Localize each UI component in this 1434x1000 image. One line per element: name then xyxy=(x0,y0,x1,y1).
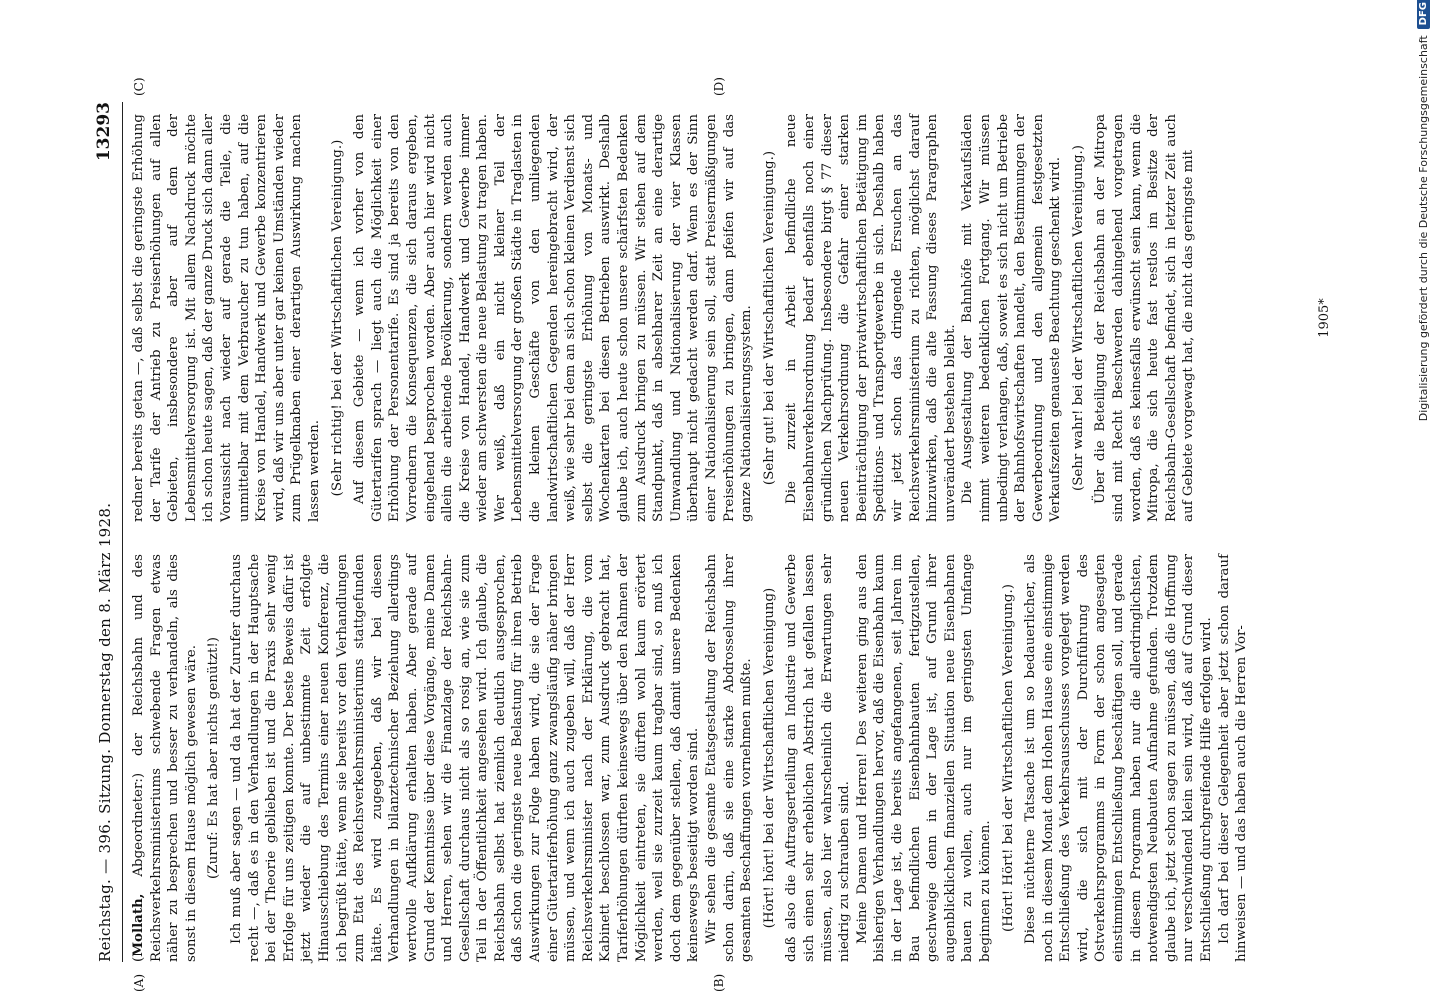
speech-paragraph: Die zurzeit in Arbeit befindliche neue Eisenbahnverkehrsordnung bedarf ebenfalls noch einer gründlichen Nachprüfung. Insbesondere birgt § 77 dieser neuen Verkehrsordnung die Gefahr einer starken Beeinträchtigung der privatwirtschaftlichen Betätigung im Speditions- und Transportgewerbe in sich. Deshalb haben wir jetzt schon das dringende Ersuchen an das Reichsverkehrsministerium zu richten, möglichst darauf hinzuwirken, daß die alte Fassung dieses Paragraphen unverändert bestehen bleibt. xyxy=(784,114,958,522)
interjection: (Sehr richtig! bei der Wirtschaftlichen Vereinigung.) xyxy=(329,139,345,497)
speech-paragraph: (Mollath, Abgeordneter:) der Reichsbahn und des Reichsverkehrsministeriums schwebende Fragen etwas näher zu besprechen und besser zu verhandeln, als dies sonst in diesem Hause möglich gewesen wäre. xyxy=(130,553,199,962)
margin-marker-d: (D) xyxy=(712,77,726,96)
signature-code: 1905* xyxy=(1317,298,1332,338)
speech-paragraph: Über die Beteiligung der Reichsbahn an der Mitropa sind mit Recht Beschwerden dahingehend vorgetragen worden, daß es keinesfalls erwünscht sein kann, wenn die Mitropa, die sich heute fast restlos im Besitze der Reichsbahn-Gesellschaft befindet, sich in letzter Zeit auch auf Gebiete vorgewagt hat, die nicht das geringste mit xyxy=(1093,114,1197,522)
margin-marker-a: (A) xyxy=(132,973,146,992)
speech-paragraph: daß also die Auftragserteilung an Industrie und Gewerbe sich einen sehr erheblichen Abstrich hat gefallen lassen müssen, also hier wahrscheinlich die Erwartungen sehr niedrig zu schrauben sind. xyxy=(784,554,853,962)
interjection: (Sehr gut! bei der Wirtschaftlichen Vereinigung.) xyxy=(761,150,777,486)
column-right xyxy=(130,114,1198,522)
rotated-page xyxy=(92,77,1352,992)
speech-paragraph: Wir sehen die gesamte Etatsgestaltung der Reichsbahn schon darin, daß sie eine starke Abdrosselung ihrer gesamten Beschaffungen vornehmen mußte. xyxy=(704,554,755,962)
margin-marker-b: (B) xyxy=(712,973,726,992)
interjection: (Zuruf: Es hat aber nichts genützt!) xyxy=(206,637,222,879)
attribution-text: Digitalisierung gefördert durch die Deutsche Forschungsgemeinschaft xyxy=(1416,35,1430,422)
page-header xyxy=(92,102,120,962)
margin-marker-c: (C) xyxy=(132,77,146,96)
page-number: 13293 xyxy=(94,102,114,162)
speech-paragraph: Meine Damen und Herren! Des weiteren ging aus den bisherigen Verhandlungen hervor, daß die Eisenbahn kaum in der Lage ist, die bereits angefangenen, seit Jahren im Bau befindlichen Eisenbahnbauten fertigzustellen, geschweige denn in der Lage ist, auf Grund ihrer augenblicklichen finanziellen Situation neue Eisenbahnen bauen zu wollen, auch nur im geringsten Umfange beginnen zu können. xyxy=(854,554,993,962)
speech-paragraph: Auf diesem Gebiete — wenn ich vorher von den Gütertarifen sprach — liegt auch die Möglichkeit einer Erhöhung der Personentarife. Es sind ja bereits von den Vorrednern die Konsequenzen, die sich daraus ergeben, eingehend besprochen worden. Aber auch hier wird nicht allein die arbeitende Bevölkerung, sondern werden auch die Kreise von Handel, Handwerk und Gewerbe immer wieder am schwersten die neue Belastung zu tragen haben. Wer weiß, daß ein nicht kleiner Teil der Lebensmittelversorgung der großen Städte in Traglasten in die kleinen Geschäfte von den umliegenden landwirtschaftlichen Gegenden hereingebracht wird, der weiß, wie sehr bei dem an sich schon kleinen Verdienst sich selbst die geringste Erhöhung von Monats- und Wochenkarten bei diesen Betrieben auswirkt. Deshalb glaube ich, auch heute schon unsere schärfsten Bedenken zum Ausdruck bringen zu müssen. Wir stehen auf dem Standpunkt, daß in absehbarer Zeit an eine derartige Umwandlung und Nationalisierung der vier Klassen überhaupt nicht gedacht werden darf. Wenn es der Sinn einer Nationalisierung sein soll, statt Preisermäßigungen Preiserhöhungen zu bringen, dann pfeifen wir auf das ganze Nationalisierungssystem. xyxy=(352,114,755,522)
speech-paragraph: Ich muß aber sagen — und da hat der Zurufer durchaus recht —, daß es in den Verhandlungen in der Hauptsache bei der Theorie geblieben ist und die Praxis sehr wenig Erfolge für uns zeitigen konnte. Der beste Beweis dafür ist jetzt wieder die auf unbestimmte Zeit erfolgte Hinausschiebung des Termins einer neuen Konferenz, die ich begrüßt hätte, wenn sie bereits vor den Verhandlungen zum Etat des Reichsverkehrsministeriums stattgefunden hätte. Es wird zugegeben, daß wir bei diesen Verhandlungen in bilanztechnischer Beziehung allerdings wertvolle Aufklärung erhalten haben. Aber gerade auf Grund der Kenntnisse über diese Vorgänge, meine Damen und Herren, sehen wir die Finanzlage der Reichsbahn-Gesellschaft durchaus nicht als so rosig an, wie sie zum Teil in der Öffentlichkeit angesehen wird. Ich glaube, die Reichsbahn selbst hat ziemlich deutlich ausgesprochen, daß schon die geringste neue Belastung für ihren Betrieb Auswirkungen zur Folge haben wird, die sie der Frage einer Gütertariferhöhung ganz zwangsläufig näher bringen müssen, und wenn ich auch zugeben will, daß der Herr Reichsverkehrsminister nach der Erklärung, die vom Kabinett beschlossen war, zum Ausdruck gebracht hat, Tariferhöhungen dürften keineswegs über den Rahmen der Möglichkeit eintreten, sie dürften wohl kaum erörtert werden, weil sie zurzeit kaum tragbar sind, so muß ich doch dem gegenüber stellen, daß damit unsere Bedenken keineswegs beseitigt worden sind. xyxy=(228,554,702,962)
paragraph-text: der Reichsbahn und des Reichsverkehrsministeriums schwebende Fragen etwas näher zu besprechen und besser zu verhandeln, als dies sonst in diesem Hause möglich gewesen wäre. xyxy=(131,553,199,962)
dfg-attribution xyxy=(1412,0,1434,958)
speaker-name: Mollath, xyxy=(130,893,146,957)
speech-paragraph: Ich darf bei dieser Gelegenheit aber jetzt schon darauf hinweisen — und das haben auch die Herren Vor- xyxy=(1216,554,1250,962)
header-rule xyxy=(122,102,123,962)
speaker-role: Abgeordneter: xyxy=(131,778,146,877)
running-head: Reichstag. — 396. Sitzung. Donnerstag den 8. März 1928. xyxy=(96,502,114,962)
speech-paragraph: Diese nüchterne Tatsache ist um so bedauerlicher, als noch in diesem Monat dem Hohen Hause eine einstimmige Entschließung des Verkehrsausschusses vorgelegt werden wird, die sich mit der Durchführung des Ostverkehrsprogramms in Form der schon angesagten einstimmigen Entschließung beschäftigen soll, und gerade in diesem Programm haben nur die allerdringlichsten, notwendigsten Neubauten Aufnahme gefunden. Trotzdem glaube ich, jetzt schon sagen zu müssen, daß die Hoffnung nur verschwindend klein sein wird, daß auf Grund dieser Entschließung durchgreifende Hilfe erfolgen wird. xyxy=(1023,554,1215,962)
column-left xyxy=(130,554,1251,962)
speech-paragraph: Die Ausgestaltung der Bahnhöfe mit Verkaufsläden nimmt weiteren bedenklichen Fortgang. Wir müssen unbedingt verlangen, daß, soweit es sich nicht um Betriebe der Bahnhofswirtschaften handelt, den Bestimmungen der Gewerbeordnung und den allgemein festgesetzten Verkaufszeiten genaueste Beachtung geschenkt wird. xyxy=(960,114,1064,522)
speech-paragraph: redner bereits getan —, daß selbst die geringste Erhöhung der Tarife der Antrieb zu Preiserhöhungen auf allen Gebieten, insbesondere aber auf dem der Lebensmittelversorgung ist. Mit allem Nachdruck möchte ich schon heute sagen, daß der ganze Druck sich dann aller Voraussicht nach wieder auf gerade die Teile, die unmittelbar mit dem Verbraucher zu tun haben, auf die Kreise von Handel, Handwerk und Gewerbe konzentrieren wird, daß wir uns aber unter gar keinen Umständen wieder zum Prügelknaben einer derartigen Auswirkung machen lassen werden. xyxy=(131,114,322,522)
interjection: (Sehr wahr! bei der Wirtschaftlichen Vereinigung.) xyxy=(1070,144,1086,492)
interjection: (Hört! Hört! bei der Wirtschaftlichen Vereinigung.) xyxy=(1000,584,1016,932)
interjection: (Hört! hört! bei der Wirtschaftlichen Vereinigung) xyxy=(761,587,777,929)
dfg-logo: DFG xyxy=(1417,0,1430,29)
